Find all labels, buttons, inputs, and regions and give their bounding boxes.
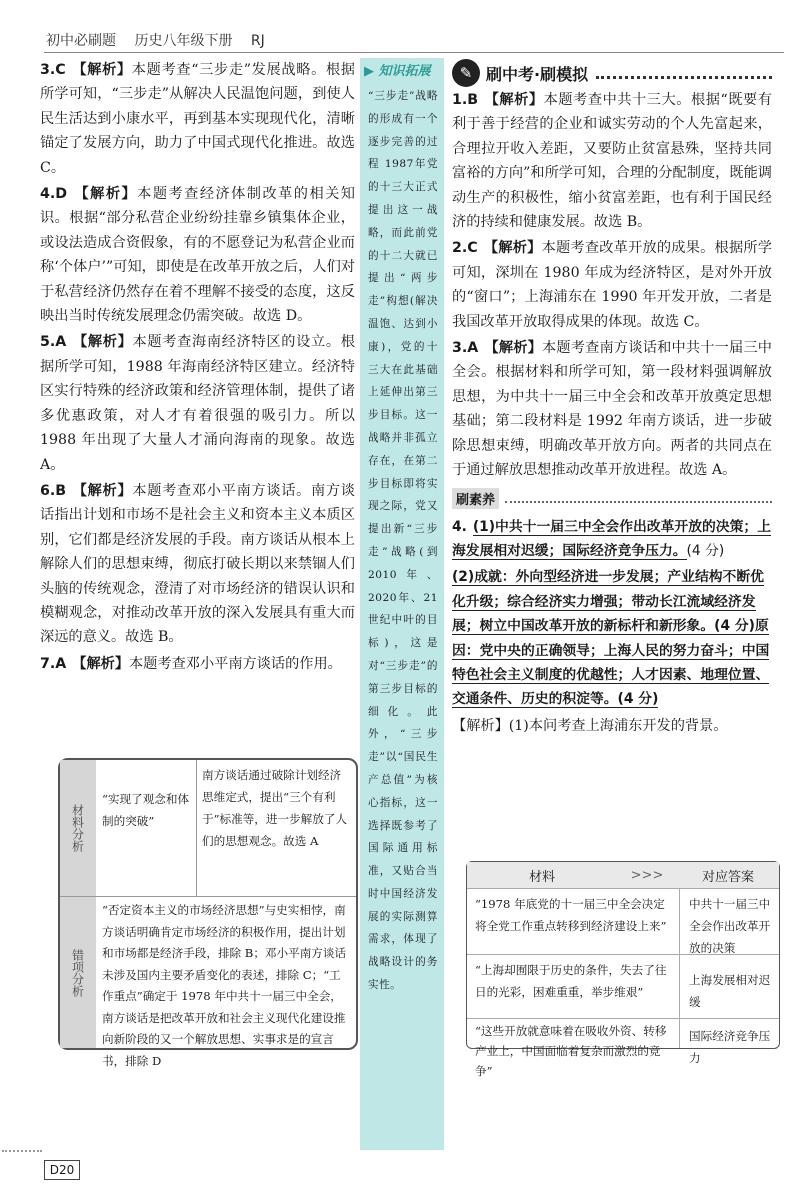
- q4-answer-2: (2)成就：外向型经济进一步发展；产业结构不断优化升级；综合经济实力增强；带动长江流域经济发展；树立中国改革开放的新标杆和新形象。(4 分)原因：党中央的正确领导；上海人民的努力奋斗；中国特色社会主义制度的优越性；人才因素、地理位置、交通条件、历史的积淀等。(4 分): [452, 569, 770, 708]
- row-answer: 上海发展相对迟缓: [689, 973, 771, 1009]
- question-text: 本题考查邓小平南方谈话。南方谈话指出计划和市场不是社会主义和资本主义本质区别，它们都是经济发展的手段。南方谈话从根本上解除人们的思想束缚，彻底打破长期以来禁锢人们头脑的传统观念，澄清了对市场经济的错误认识和模糊观念，对推动改革开放的深入发展具有重大而深远的意义。故选 B。: [40, 482, 355, 646]
- subject-title: 历史八年级下册: [134, 33, 233, 49]
- question-text: 本题考查“三步走”发展战略。根据所学可知，“三步走”从解决人民温饱问题，到使人民生活达到小康水平，再到基本实现现代化，清晰锚定了发展方向，助力了中国式现代化推进。故选 C。: [40, 62, 355, 176]
- row-answer: 国际经济竞争压力: [689, 1029, 771, 1065]
- footer-dots: [2, 1150, 42, 1152]
- analysis-tag: 【解析】: [72, 334, 133, 351]
- r-question-1: [452, 88, 772, 234]
- question-7: [40, 652, 355, 676]
- material-cell: “实现了观念和体制的突破”: [102, 792, 190, 828]
- question-5: [40, 330, 355, 476]
- q4-answer-1: (1)中共十一届三中全会作出改革开放的决策；上海发展相对迟缓；国际经济竞争压力。: [452, 518, 771, 559]
- book-title: 初中必刷题: [46, 33, 116, 49]
- question-text: 本题考查经济体制改革的相关知识。根据“部分私营企业纷纷挂靠乡镇集体企业，或设法造成合资假象，有的不愿登记为私营企业而称‘个体户’”可知，即使是在改革开放之后，人们对于私营经济仍然存在着不理解不接受的态度，这反映出当时传统发展理念仍需突破。故选 D。: [40, 186, 355, 325]
- question-text: 本题考查中共十三大。根据“既要有利于善于经营的企业和诚实劳动的个人先富起来，合理拉开收入差距，又要防止贫富悬殊，坚持共同富裕的方向”和所学可知，合理的分配制度，既能调动生产的积极性，缩小贫富差距，也有利于国民经济的持续和健康发展。故选 B。: [452, 92, 772, 231]
- sidebar-title: ▶ 知识拓展: [364, 64, 431, 79]
- row-divider: [96, 896, 356, 897]
- q7-analysis-table: [58, 758, 358, 1068]
- q4-analysis: 【解析】(1)本问考查上海浦东开发的背景。: [452, 717, 728, 734]
- analysis-tag: 【解析】: [483, 240, 542, 257]
- question-text: 本题考查改革开放的成果。根据所学可知，深圳在 1980 年成为经济特区，是对外开放的“窗口”；上海浦东在 1990 年开发开放，二者是我国改革开放取得成果的体现。故选 C。: [452, 240, 772, 330]
- wrong-analysis-label: 错项分析: [60, 897, 96, 1048]
- question-number: 7.A: [40, 655, 67, 672]
- question-number: 4.: [452, 518, 467, 535]
- right-column: [452, 58, 772, 740]
- page-number: D20: [44, 1160, 80, 1180]
- material-analysis-label: 材料分析: [60, 760, 96, 897]
- wrong-analysis-cell: “否定资本主义的市场经济思想”与史实相悖，南方谈话明确肯定市场经济的积极作用，提出计划和市场都是经济手段，排除 B；邓小平南方谈话未涉及国内主要矛盾变化的表述，排除 C；“工作重点”确定于 1978 年中共十一届三中全会，南方谈话是把改革开放和社会主义现代化建设推向新阶段的又一个解放思想、实事求是的宣言书，排除 D: [102, 903, 347, 1068]
- table-header: [467, 862, 779, 888]
- header-material: 材料: [528, 869, 555, 885]
- q4-material-table: [466, 861, 780, 1078]
- banner-dots: [596, 68, 772, 79]
- row-answer: 中共十一届三中全会作出改革开放的决策: [689, 897, 771, 955]
- question-number: 3.C: [40, 62, 66, 78]
- analysis-tag: 【解析】: [71, 62, 132, 78]
- left-column: [40, 58, 355, 678]
- page-header: [46, 30, 279, 50]
- question-number: 1.B: [452, 92, 479, 108]
- analysis-tag: 【解析】: [484, 92, 544, 108]
- table-row: [467, 954, 779, 1013]
- question-6: [40, 479, 355, 650]
- question-3: [40, 58, 355, 180]
- banner-title: 刷中考·刷模拟: [486, 64, 589, 84]
- analysis-tag: 【解析】: [72, 655, 130, 672]
- q4-part2: [452, 565, 772, 711]
- question-text: 本题考查邓小平南方谈话的作用。: [129, 655, 342, 672]
- analysis-tag: 【解析】: [72, 482, 133, 499]
- sub-banner: [452, 487, 772, 511]
- analysis-tag: 【解析】: [484, 340, 542, 357]
- analysis-tag: 【解析】: [73, 186, 138, 203]
- question-number: 6.B: [40, 482, 67, 499]
- question-number: 4.D: [40, 186, 68, 203]
- analysis-cell: 南方谈话通过破除计划经济思维定式，提出“三个有利于”标准等，进一步解放了人们的思想观念。故选 A: [202, 768, 348, 848]
- question-text: 本题考查南方谈话和中共十一届三中全会。根据材料和所学可知，第一段材料强调解放思想，为中共十一届三中全会和改革开放奠定思想基础；第二段材料是 1992 年南方谈话，进一步破除思想束缚，明确改革开放方向。两者的共同点在于通过解放思想推动改革开放进程。故选 A。: [452, 340, 772, 479]
- section-banner: [452, 58, 772, 88]
- cell-divider: [196, 760, 197, 896]
- table-row: [467, 1018, 779, 1091]
- question-number: 2.C: [452, 240, 478, 257]
- arrow-icon: >>>: [630, 867, 664, 883]
- question-number: 5.A: [40, 334, 67, 351]
- r-question-3: [452, 336, 772, 482]
- row-material: “上海却囿限于历史的条件，失去了往日的光彩，困难重重，举步维艰”: [475, 963, 667, 999]
- knowledge-sidebar: [360, 58, 444, 1150]
- q4-part1: [452, 515, 772, 564]
- r-question-2: [452, 236, 772, 334]
- header-answer: 对应答案: [701, 869, 754, 885]
- question-4: [40, 182, 355, 328]
- row-material: “1978 年底党的十一届三中全会决定将全党工作重点转移到经济建设上来”: [475, 897, 667, 933]
- question-text: 本题考查海南经济特区的设立。根据所学可知，1988 年海南经济特区建立。经济特区实行特殊的经济政策和经济管理体制，提供了诸多优惠政策，对人才有着很强的吸引力。所以 1988 年出现了大量人才涌向海南的现象。故选 A。: [40, 334, 355, 473]
- pen-icon: ✎: [452, 59, 480, 87]
- sidebar-text: “三步走”战略的形成有一个逐步完善的过程 1987年党的十三大正式提出这一战略，而此前党的十二大就已提出“两步走”构想(解决温饱、达到小康)，党的十三大在此基础上延伸出第三步目标。这一战略并非孤立存在，在第二步目标即将实现之际，党又提出新“三步走”战略(到2010年、2020年、21世纪中叶的目标)，这是对“三步走”的第三步目标的细化。此外，“三步走”以“国民生产总值”为核心指标，这一选择既参考了国际通用标准，又贴合当时中国经济发展的实际测算需求，体现了战略设计的务实性。: [368, 90, 438, 992]
- row-material: “这些开放就意味着在吸收外资、转移产业上，中国面临着复杂而激烈的竞争”: [475, 1024, 667, 1078]
- question-number: 3.A: [452, 340, 479, 357]
- header-divider: [44, 52, 784, 53]
- q4-score-1: (4 分): [686, 542, 725, 559]
- sub-banner-title: 刷素养: [452, 488, 499, 509]
- sub-banner-dots: [505, 495, 772, 503]
- table-row: [467, 888, 779, 955]
- edition-label: RJ: [250, 33, 265, 49]
